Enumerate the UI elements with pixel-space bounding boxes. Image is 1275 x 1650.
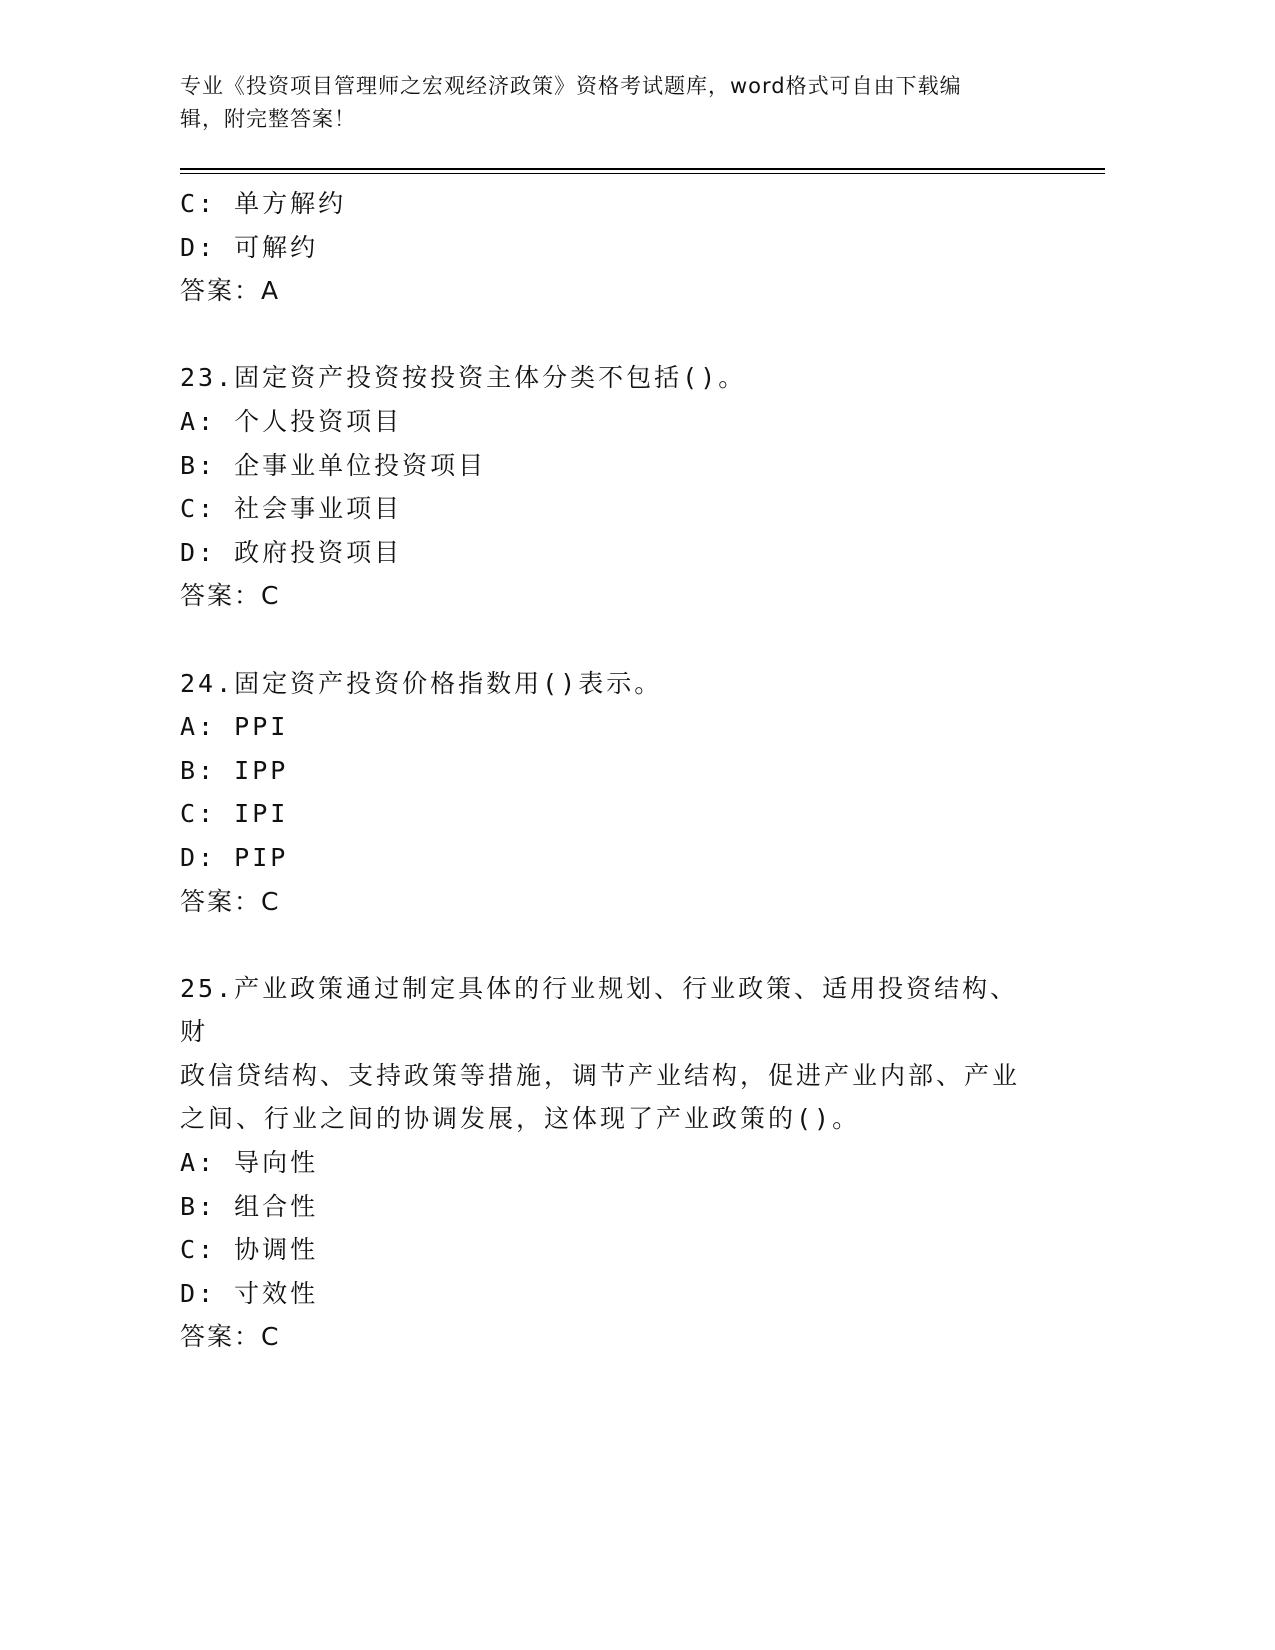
answer-line: 答案：C <box>180 1322 281 1352</box>
spacer <box>180 923 1040 967</box>
answer-line: 答案：C <box>180 581 281 611</box>
header-line-2: 辑，附完整答案！ <box>180 107 356 131</box>
question-23 <box>180 356 1040 618</box>
option-a: A: 个人投资项目 <box>180 406 403 436</box>
question-stem: 23.固定资产投资按投资主体分类不包括()。 <box>180 363 747 393</box>
question-stem-line-2: 政信贷结构、支持政策等措施，调节产业结构，促进产业内部、产业 <box>180 1060 1021 1090</box>
question-22-continued <box>180 182 1040 313</box>
header-divider-thick <box>180 168 1105 170</box>
spacer <box>180 618 1040 662</box>
spacer <box>180 313 1040 357</box>
option-a: A: 导向性 <box>180 1148 319 1178</box>
page-header <box>180 70 1040 136</box>
option-b: B: 组合性 <box>180 1191 319 1221</box>
option-b: B: 企事业单位投资项目 <box>180 450 487 480</box>
answer-line: 答案：A <box>180 276 281 306</box>
option-d: D: 可解约 <box>180 232 319 262</box>
option-b: B: IPP <box>180 755 289 785</box>
question-24 <box>180 662 1040 924</box>
question-stem-line-3: 之间、行业之间的协调发展，这体现了产业政策的()。 <box>180 1104 861 1134</box>
question-list <box>180 182 1040 1359</box>
option-d: D: PIP <box>180 842 289 872</box>
question-stem: 24.固定资产投资价格指数用()表示。 <box>180 668 663 698</box>
question-stem-line-1: 25.产业政策通过制定具体的行业规划、行业政策、适用投资结构、财 <box>180 973 1019 1047</box>
option-a: A: PPI <box>180 712 289 742</box>
option-d: D: 政府投资项目 <box>180 537 403 567</box>
option-d: D: 寸效性 <box>180 1278 319 1308</box>
header-line-1: 专业《投资项目管理师之宏观经济政策》资格考试题库，word格式可自由下载编 <box>180 74 962 98</box>
option-c: C: 社会事业项目 <box>180 494 403 524</box>
answer-line: 答案：C <box>180 886 281 916</box>
header-divider-thin <box>180 173 1105 174</box>
option-c: C: IPI <box>180 799 289 829</box>
option-c: C: 单方解约 <box>180 189 347 218</box>
question-25 <box>180 967 1040 1359</box>
option-c: C: 协调性 <box>180 1235 319 1265</box>
